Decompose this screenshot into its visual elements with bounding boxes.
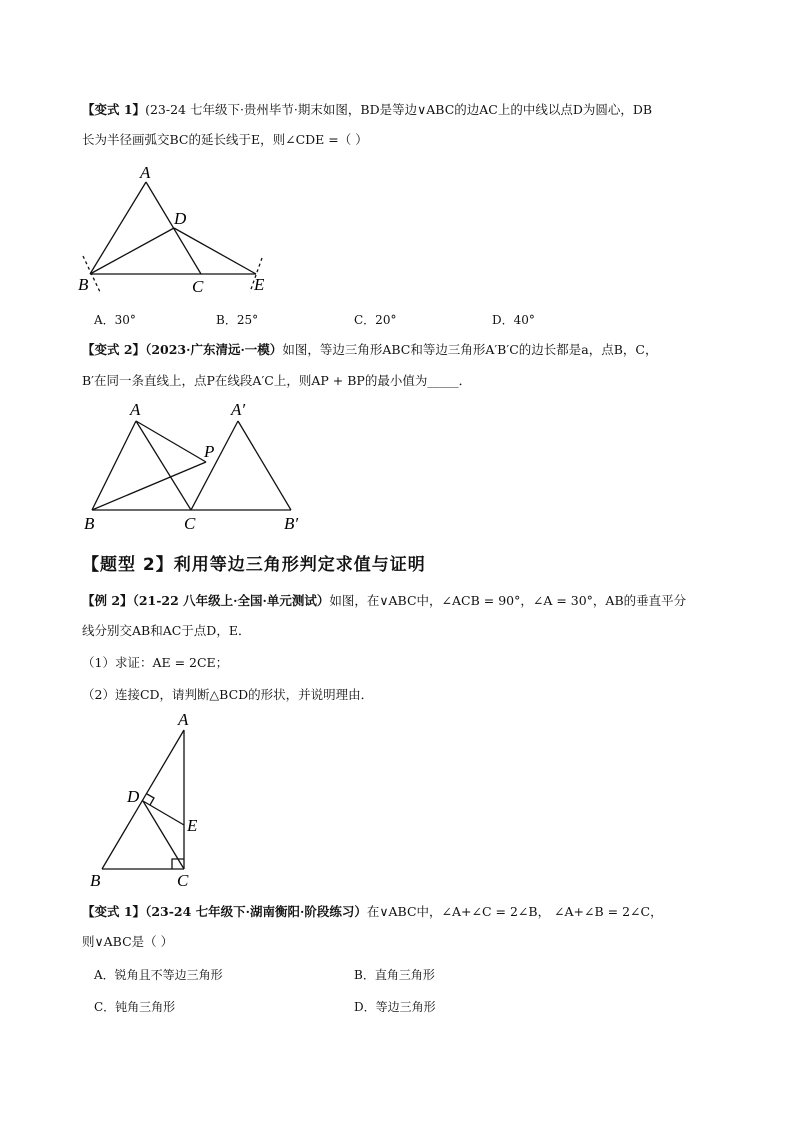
variant1b-text-line1 <box>82 903 722 921</box>
example2-label-d: D <box>127 787 140 806</box>
variant2-label-b: B <box>84 514 95 533</box>
variant2-text-line1 <box>82 341 722 359</box>
variant1b-option-c[interactable]: C．钝角三角形 <box>94 1000 176 1014</box>
example2-source: （21-22 八年级上·全国·单元测试） <box>132 593 330 608</box>
example2-text-line2: 线分别交AB和AC于点D，E． <box>82 623 251 638</box>
variant1-label-a: A <box>140 163 151 182</box>
variant2-label-p: P <box>204 442 215 461</box>
variant2-label-a-prime: A′ <box>231 400 246 419</box>
variant1-option-a[interactable]: A．30° <box>94 313 136 327</box>
example2-label-b: B <box>90 871 101 890</box>
variant1-figure <box>70 160 290 300</box>
variant1-label-b: B <box>78 275 89 294</box>
variant2-label-c: C <box>184 514 196 533</box>
variant1-label-d: D <box>174 209 187 228</box>
example2-question: 如图，在∨ABC中，∠ACB = 90°，∠A = 30°，AB的垂直平分 <box>329 593 687 608</box>
section-title: 【题型 2】利用等边三角形判定求值与证明 <box>82 555 426 575</box>
example2-label-e: E <box>187 816 198 835</box>
variant1b-tag: 【变式 1】 <box>82 904 146 919</box>
variant1-question: 如图，BD是等边∨ABC的边AC上的中线以点D为圆心，DB <box>322 102 653 117</box>
variant2-tag: 【变式 2】 <box>82 342 146 357</box>
example2-text-line1 <box>82 592 722 610</box>
example2-label-a: A <box>178 710 189 729</box>
example2-q1: （1）求证：AE = 2CE； <box>82 655 229 670</box>
variant1-text-line1 <box>82 101 722 119</box>
example2-label-c: C <box>177 871 189 890</box>
variant1-label-e: E <box>254 275 265 294</box>
variant1b-source: （23-24 七年级下·湖南衡阳·阶段练习） <box>145 904 367 919</box>
example2-figure <box>84 708 214 893</box>
variant1-label-c: C <box>192 277 204 296</box>
variant1b-text-line2: 则∨ABC是（ ） <box>82 934 174 949</box>
variant1b-option-a[interactable]: A．锐角且不等边三角形 <box>94 968 223 982</box>
variant1-option-d[interactable]: D．40° <box>492 313 535 327</box>
variant1-source: (23-24 七年级下·贵州毕节·期末 <box>145 102 323 117</box>
variant1b-option-d[interactable]: D．等边三角形 <box>354 1000 436 1014</box>
variant2-label-b-prime: B′ <box>284 514 299 533</box>
variant2-figure <box>78 395 318 535</box>
variant1-option-c[interactable]: C．20° <box>354 313 397 327</box>
variant1b-option-b[interactable]: B．直角三角形 <box>354 968 435 982</box>
example2-q2: （2）连接CD，请判断△BCD的形状，并说明理由． <box>82 687 374 702</box>
variant2-question: 如图，等边三角形ABC和等边三角形A′B′C的边长都是a，点B，C， <box>282 342 658 357</box>
variant1-text-line2: 长为半径画弧交BC的延长线于E，则∠CDE =（ ） <box>82 132 368 147</box>
variant1b-question: 在∨ABC中，∠A+∠C = 2∠B， ∠A+∠B = 2∠C， <box>366 904 663 919</box>
variant2-source: （2023·广东清远·一模） <box>145 342 283 357</box>
variant1-option-b[interactable]: B．25° <box>216 313 259 327</box>
variant1-tag: 【变式 1】 <box>82 102 146 117</box>
example2-tag: 【例 2】 <box>82 593 133 608</box>
variant2-label-a: A <box>130 400 141 419</box>
variant2-text-line2: B′在同一条直线上，点P在线段A′C上，则AP + BP的最小值为_____． <box>82 373 472 388</box>
